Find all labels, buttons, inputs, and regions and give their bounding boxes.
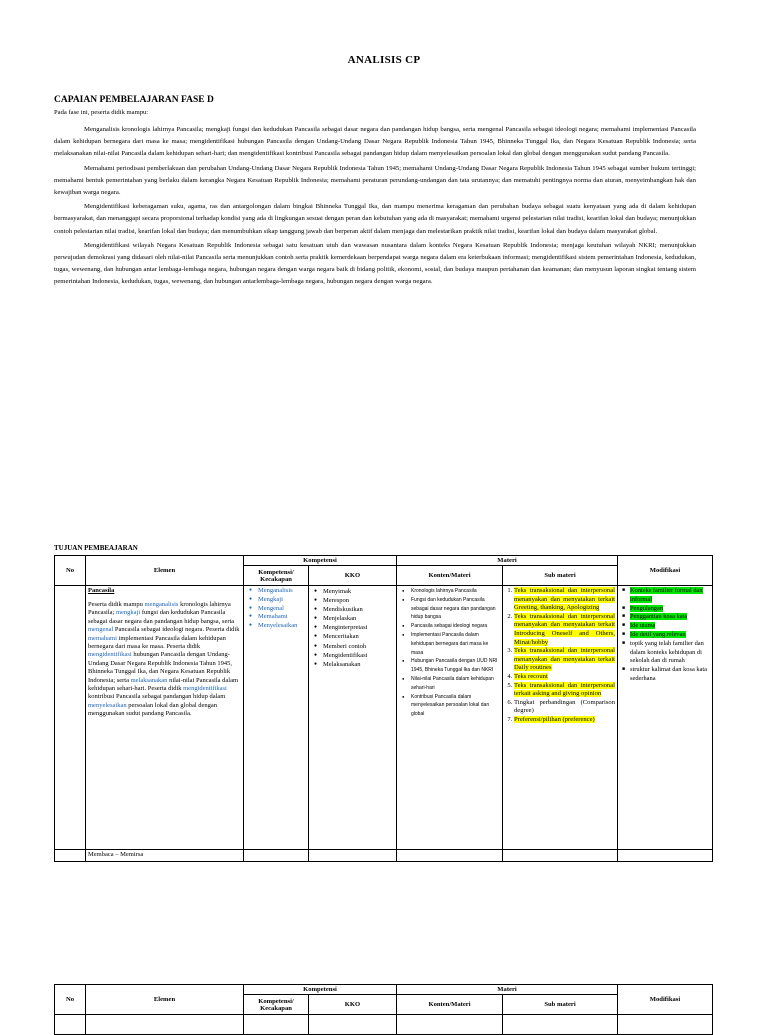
header-kko: KKO bbox=[309, 995, 397, 1015]
header-no: No bbox=[55, 556, 86, 586]
elemen-verb: menyelesaikan bbox=[88, 701, 127, 709]
kko-list bbox=[311, 587, 394, 669]
header-modifikasi: Modifikasi bbox=[618, 985, 713, 1015]
modifikasi-cell bbox=[618, 586, 713, 850]
sub-materi-item bbox=[514, 716, 615, 725]
modifikasi-item bbox=[630, 666, 710, 684]
kompetensi-item bbox=[258, 596, 306, 605]
modifikasi-item-text: Pengulangan bbox=[630, 604, 664, 612]
modifikasi-item-text: struktur kalimat dan kosa kata sederhana bbox=[630, 666, 708, 682]
kko-item-text: Memberi contoh bbox=[323, 642, 367, 650]
kko-item bbox=[323, 614, 394, 623]
sub-materi-item-text: Teks transaksional dan interpersonal menanyakan dan menyatakan terkait Introducing Oneself and Others, Minat/hobby bbox=[514, 612, 615, 646]
elemen-text: Pancasila sebagai ideologi negara. Peserta didik bbox=[113, 626, 240, 634]
kko-item bbox=[323, 587, 394, 596]
kko-item bbox=[323, 651, 394, 660]
header-materi: Materi bbox=[397, 556, 618, 566]
sub-materi-item bbox=[514, 682, 615, 699]
sub-materi-item bbox=[514, 673, 615, 682]
kko-item-text: Melaksanakan bbox=[323, 660, 361, 668]
modifikasi-item bbox=[630, 605, 710, 614]
kompetensi-item-text: Menganalisis bbox=[258, 587, 293, 594]
elemen-text: fungsi dan kedudukan Pancasila sebagai dasar negara dan pandangan hidup bangsa, serta bbox=[88, 609, 235, 625]
kompetensi-item bbox=[258, 622, 306, 631]
row-no-cell bbox=[55, 586, 86, 850]
tp-heading: TUJUAN PEMBEAJARAN bbox=[54, 544, 138, 552]
empty-cell bbox=[55, 1015, 86, 1035]
kko-item-text: Merespon bbox=[323, 597, 349, 605]
elemen-cell bbox=[86, 586, 244, 850]
header-kompetensi: Kompetensi bbox=[244, 985, 397, 995]
sub-materi-item-text: Preferensi/pilihan (preference) bbox=[514, 715, 595, 723]
modifikasi-item-text: Ide utama bbox=[630, 622, 656, 630]
empty-cell bbox=[503, 850, 618, 862]
kko-item-text: Menginterpretasi bbox=[323, 624, 368, 632]
sub-materi-item-text: Tingkat perbandingan (Comparison degree) bbox=[514, 698, 615, 715]
empty-cell bbox=[55, 850, 86, 862]
elemen-description bbox=[88, 601, 241, 719]
empty-cell bbox=[244, 1015, 309, 1035]
kko-item-text: Menjelaskan bbox=[323, 615, 357, 623]
modifikasi-item bbox=[630, 640, 710, 666]
kompetensi-list bbox=[246, 587, 306, 631]
konten-item-text: Kronologis lahirnya Pancasila bbox=[411, 588, 477, 594]
kko-item-text: Mendiskusikan bbox=[323, 606, 363, 614]
section-heading: CAPAIAN PEMBELAJARAN FASE D bbox=[54, 95, 214, 105]
empty-cell bbox=[86, 1015, 244, 1035]
konten-item bbox=[411, 587, 500, 596]
modifikasi-item bbox=[630, 631, 710, 640]
sub-materi-item bbox=[514, 699, 615, 716]
sub-materi-item-text: Teks transaksional dan interpersonal menanyakan dan menyatakan terkait Greeting, thanking, Apologizing bbox=[514, 587, 615, 612]
cp-paragraph: Menganalisis kronologis lahirnya Pancasila; mengkaji fungsi dan kedudukan Pancasila sebagai dasar negara dan pandangan hidup bangsa, serta mengenal Pancasila sebagai ideologi negara; memahami implementasi Pancasila dalam kehidupan bernegara dari masa ke masa; mengidentifikasi hubungan Pancasila dengan Undang-Undang Dasar Negara Republik Indonesia Tahun 1945, Bhinneka Tunggal Ika, dan Negara Kesatuan Republik Indonesia; serta melaksanakan nilai-nilai Pancasila dalam kehidupan sehari-hari; dan mengidentifikasi kontribusi Pancasila sebagai pandangan hidup dalam menyelesaikan persoalan lokal dan global dengan menggunakan sudut pandang Pancasila. bbox=[54, 126, 696, 158]
empty-cell bbox=[309, 1015, 397, 1035]
elemen-verb: memahami bbox=[88, 634, 117, 642]
elemen-text: hubungan Pancasila dengan Undang-Undang Dasar Negara Republik Indonesia Tahun 1945, Bhinneka Tunggal Ika, dan Negara Kesatuan Republik Indonesia; serta bbox=[88, 651, 233, 684]
cp-paragraph: Mengidentifikasi wilayah Negara Kesatuan Republik Indonesia sebagai satu kesatuan utuh dan wawasan nusantara dalam konteks Negara Kesatuan Republik Indonesia; menjaga keutuhan wilayah NKRI; menunjukkan perwujudan demokrasi yang didasari oleh nilai-nilai Pancasila serta menunjukkan contoh serta praktik kemerdekaan berpendapat warga negara dalam era keterbukaan informasi; mengidentifikasi sistem pemerintahan Indonesia, kedudukan, tugas, wewenang, dan hubungan antar lembaga-lembaga negara, hubungan negara dengan warga negara baik di bidang politik, ekonomi, sosial, dan budaya maupun pertahanan dan keamanan; dan menyusun laporan singkat tentang sistem pemerintahan Indonesia, kedudukan, tugas, wewenang, dan hubungan antarlembaga-lembaga negara, hubungan negara dengan warga negara. bbox=[54, 241, 696, 286]
modifikasi-item bbox=[630, 613, 710, 622]
kko-item-text: Menyimak bbox=[323, 588, 352, 595]
cp-paragraph: Mengidentifikasi keberagaman suku, agama, ras dan antargolongan dalam bingkai Bhinneka Tunggal Ika, dan mampu menerima keragaman dan perubahan budaya sebagai suatu kenyataan yang ada di dalam kehidupan bermasyarakat, dan menanggapi secara proporsional terhadap kondisi yang ada di lingkungan sesuai dengan peran dan kebutuhan yang ada di masyarakat; memahami urgensi pelestarian nilai tradisi, kearifan lokal dan budaya; menunjukkan contoh pelestarian nilai tradisi, kearifan lokal dan budaya; dan menumbuhkan sikap tanggung jawab dan berperan aktif dalam menjaga dan melestarikan praktik nilai tradisi, kearifan lokal dan budaya dalam masyarakat global. bbox=[54, 203, 696, 235]
konten-item bbox=[411, 631, 500, 657]
elemen-verb: menganalisis bbox=[144, 601, 179, 608]
empty-cell bbox=[618, 850, 713, 862]
sub-materi-item-text: Teks recount bbox=[514, 672, 548, 680]
konten-item bbox=[411, 657, 500, 675]
kompetensi-item-text: Menyelesaikan bbox=[258, 622, 298, 630]
modifikasi-item bbox=[630, 622, 710, 631]
empty-cell bbox=[397, 850, 503, 862]
sub-materi-item-text: Teks transaksional dan interpersonal menanyakan dan menyatakan terkait Daily routines bbox=[514, 647, 615, 672]
intro-text: Pada fase ini, peserta didik mampu: bbox=[54, 109, 149, 116]
kko-item bbox=[323, 623, 394, 632]
elemen-text: kontribusi Pancasila sebagai pandangan hidup dalam bbox=[88, 693, 226, 701]
empty-cell bbox=[503, 1015, 618, 1035]
kko-cell bbox=[309, 586, 397, 850]
header-sub-materi: Sub materi bbox=[503, 995, 618, 1015]
header-sub-materi: Sub materi bbox=[503, 566, 618, 586]
tp-table bbox=[54, 555, 713, 862]
elemen-verb: mengkaji bbox=[115, 609, 141, 617]
kompetensi-item bbox=[258, 587, 306, 596]
konten-item-text: Pancasila sebagai ideologi negara bbox=[411, 623, 488, 630]
elemen-verb: mengidentifikasi bbox=[183, 685, 227, 693]
modifikasi-item-text: Ide detil yang relevan bbox=[630, 630, 686, 638]
cp-body bbox=[54, 124, 696, 291]
kompetensi-item-text: Mengkaji bbox=[258, 595, 283, 603]
sub-materi-item bbox=[514, 613, 615, 647]
kompetensi-item-text: Memahami bbox=[258, 613, 288, 621]
kko-item bbox=[323, 660, 394, 669]
modifikasi-item-text: Penggantian kosa kata bbox=[630, 613, 688, 621]
header-modifikasi: Modifikasi bbox=[618, 556, 713, 586]
elemen-title: Pancasila bbox=[88, 587, 115, 594]
elemen-text: nilai-nilai Pancasila dalam kehidupan sehari-hari. Peserta didik bbox=[88, 676, 239, 693]
kompetensi-cell bbox=[244, 586, 309, 850]
sub-materi-item bbox=[514, 647, 615, 673]
table-row bbox=[55, 850, 713, 862]
header-konten: Konten/Materi bbox=[397, 566, 503, 586]
empty-cell bbox=[309, 850, 397, 862]
membaca-label: Membaca – Memirsa bbox=[86, 850, 244, 862]
modifikasi-item-text: Konteks familier formal dan informal bbox=[630, 587, 703, 603]
konten-item bbox=[411, 596, 500, 622]
header-materi: Materi bbox=[397, 985, 618, 995]
kko-item bbox=[323, 596, 394, 605]
header-elemen: Elemen bbox=[86, 556, 244, 586]
kko-item bbox=[323, 605, 394, 614]
header-konten: Konten/Materi bbox=[397, 995, 503, 1015]
sub-materi-item bbox=[514, 587, 615, 613]
elemen-text: implementasi Pancasila dalam kehidupan bernegara dari masa ke masa. Peserta didik bbox=[88, 634, 226, 651]
konten-item bbox=[411, 675, 500, 693]
elemen-text: persoalan lokal dan global dengan menggunakan sudut pandang Pancasila. bbox=[88, 701, 218, 718]
sub-materi-item-text: Teks transaksional dan interpersonal terkait asking and giving opinion bbox=[514, 681, 615, 698]
kko-item bbox=[323, 642, 394, 651]
konten-item-text: Hubungan Pancasila dengan UUD NRI 1945, Bhineka Tunggal Ika dan NKRI bbox=[411, 658, 498, 674]
header-kompetensi-kecakapan: Kompetensi/ Kecakapan bbox=[244, 566, 309, 586]
elemen-verb: mengenal bbox=[88, 626, 114, 634]
header-no: No bbox=[55, 985, 86, 1015]
kompetensi-item bbox=[258, 613, 306, 622]
konten-item-text: Fungsi dan kedudukan Pancasila sebagai dasar negara dan pandangan hidup bangsa bbox=[411, 596, 496, 621]
sub-materi-cell bbox=[503, 586, 618, 850]
konten-item-text: Nilai-nilai Pancasila dalam kehidupan sehari-hari bbox=[411, 675, 494, 691]
modifikasi-item bbox=[630, 587, 710, 605]
konten-item-text: Kontribusi Pancasila dalam menyelesaikan persoalan lokal dan global bbox=[411, 693, 490, 718]
tp-table-2 bbox=[54, 984, 713, 1035]
kompetensi-item-text: Mengenal bbox=[258, 604, 284, 612]
header-kko: KKO bbox=[309, 566, 397, 586]
page-title: ANALISIS CP bbox=[347, 54, 421, 66]
konten-item bbox=[411, 622, 500, 631]
modifikasi-list bbox=[620, 587, 710, 684]
elemen-verb: mengidentifikasi bbox=[88, 651, 132, 659]
empty-cell bbox=[244, 850, 309, 862]
header-kompetensi-kecakapan: Kompetensi/ Kecakapan bbox=[244, 995, 309, 1015]
konten-item-text: Implementasi Pancasila dalam kehidupan bernegara dari masa ke masa bbox=[411, 631, 489, 656]
sub-materi-list bbox=[505, 587, 615, 725]
modifikasi-item-text: topik yang telah familier dan dalam konteks kehidupan di sekolah dan di rumah bbox=[630, 639, 704, 665]
elemen-verb: melaksanakan bbox=[130, 676, 168, 684]
empty-cell bbox=[397, 1015, 503, 1035]
konten-cell bbox=[397, 586, 503, 850]
kompetensi-item bbox=[258, 605, 306, 614]
header-elemen: Elemen bbox=[86, 985, 244, 1015]
kko-item bbox=[323, 632, 394, 641]
elemen-text: kronologis lahirnya Pancasila; bbox=[88, 601, 231, 617]
kko-item-text: Mengidentifikasi bbox=[323, 651, 368, 659]
konten-list bbox=[399, 587, 500, 719]
konten-item bbox=[411, 693, 500, 719]
cp-paragraph: Memahami periodisasi pemberlakuan dan perubahan Undang-Undang Dasar Negara Republik Indonesia Tahun 1945; memahami Undang-Undang Dasar Negara Republik Indonesia Tahun 1945 sebagai sumber hukum tertinggi; memahami bentuk pemerintahan yang berlaku dalam kerangka Negara Kesatuan Republik Indonesia; memahami peraturan perundang-undangan dan tata urutannya; dan mematuhi pentingnya norma dan aturan, menyeimbangkan hak dan kewajiban warga negara. bbox=[54, 164, 696, 197]
elemen-text: Peserta didik mampu bbox=[88, 601, 145, 608]
table-row bbox=[55, 586, 713, 850]
header-kompetensi: Kompetensi bbox=[244, 556, 397, 566]
empty-cell bbox=[618, 1015, 713, 1035]
kko-item-text: Menceritakan bbox=[323, 633, 359, 641]
